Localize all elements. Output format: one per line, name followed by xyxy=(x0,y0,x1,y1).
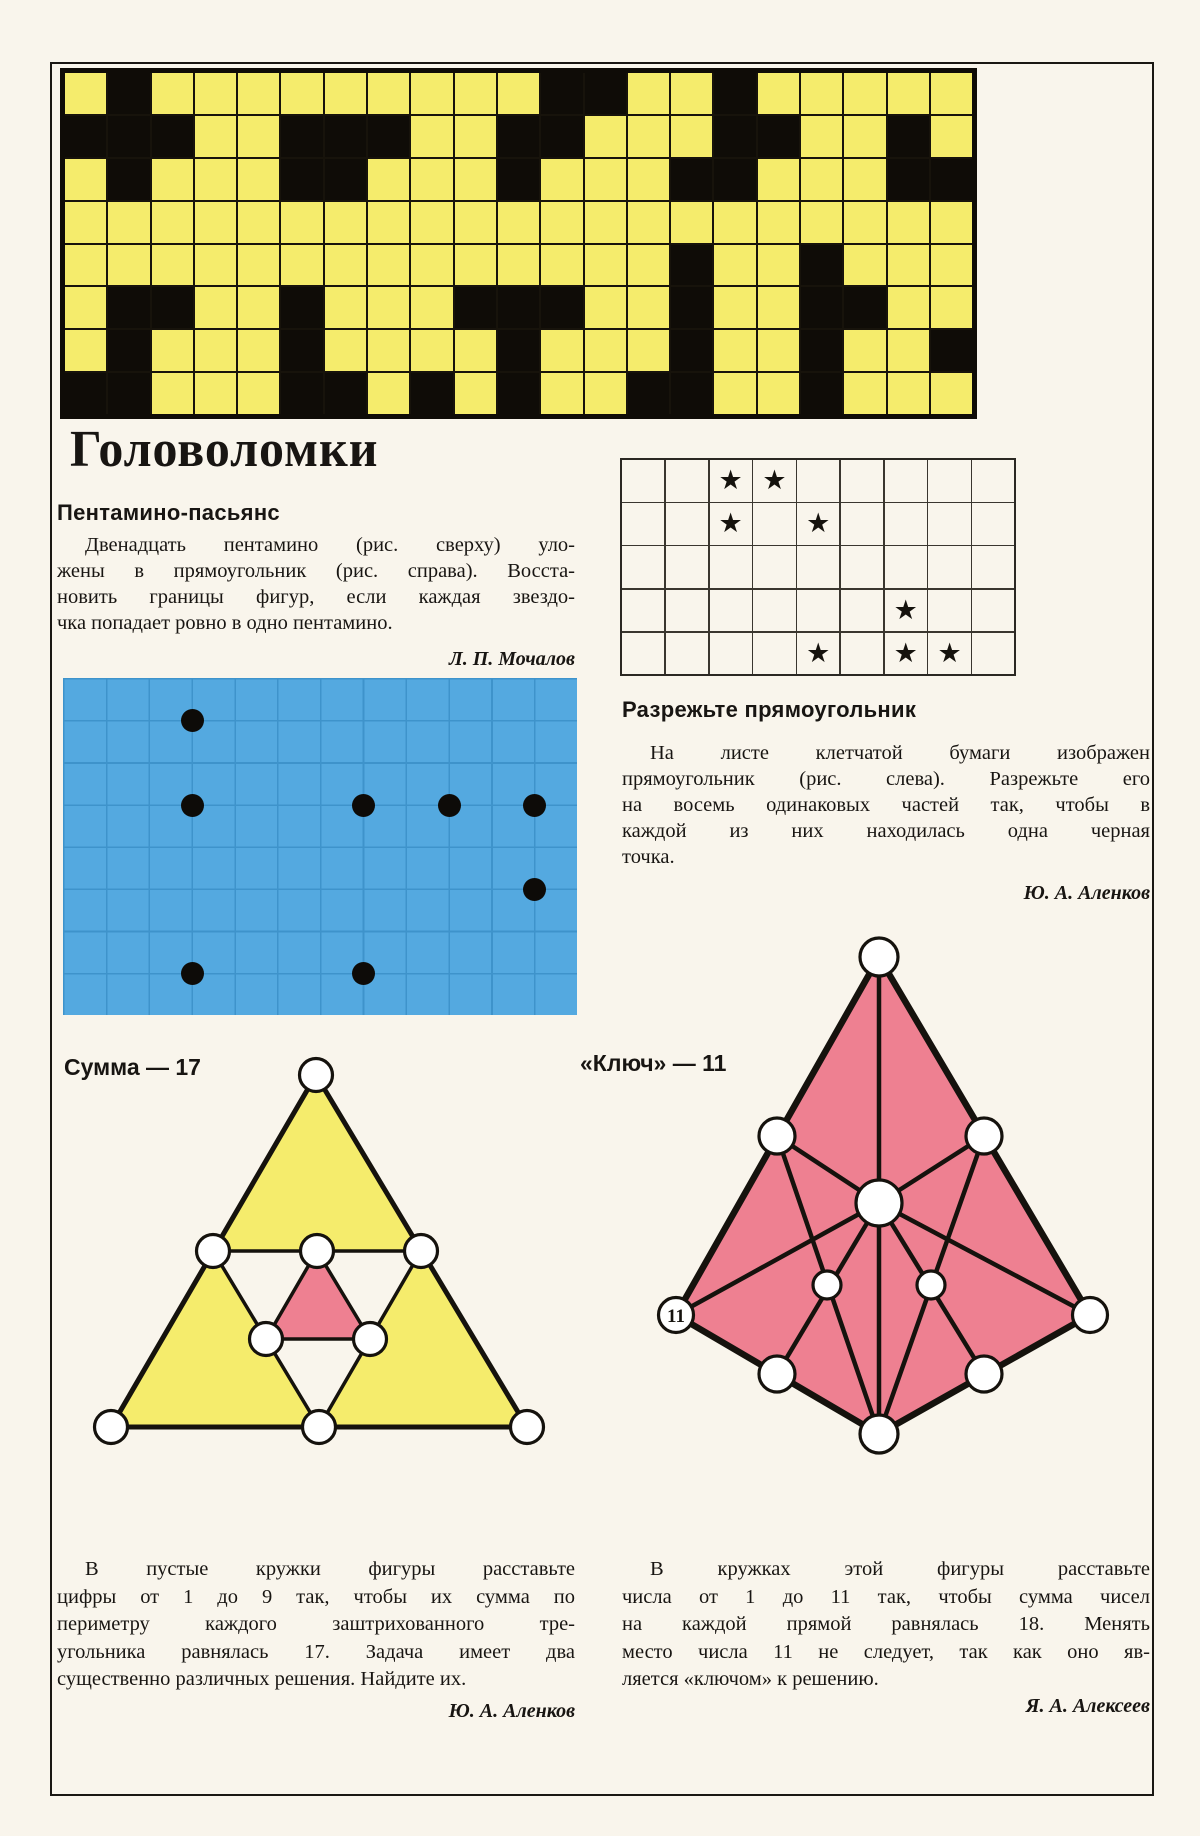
paragraph-line: прямоугольник (рис. слева). Разрежьте его xyxy=(622,768,1150,790)
yellow-cell xyxy=(628,73,669,114)
pentomino-signature: Л. П. Мочалов xyxy=(449,648,575,670)
yellow-cell xyxy=(801,73,842,114)
black-cell xyxy=(281,373,322,414)
yellow-cell xyxy=(498,202,539,243)
yellow-cell xyxy=(844,330,885,371)
yellow-cell xyxy=(368,373,409,414)
black-cell xyxy=(801,330,842,371)
yellow-cell xyxy=(541,245,582,286)
paragraph-line: существенно различных решения. Найдите их. xyxy=(57,1668,467,1690)
yellow-cell xyxy=(628,202,669,243)
star-grid-cell xyxy=(666,633,708,675)
yellow-cell xyxy=(281,73,322,114)
black-cell xyxy=(541,116,582,157)
star-grid-cell xyxy=(841,546,883,588)
black-cell xyxy=(108,330,149,371)
star-grid-cell xyxy=(753,633,795,675)
yellow-cell xyxy=(628,159,669,200)
yellow-cell xyxy=(628,116,669,157)
sum17-triangle-figure xyxy=(85,1048,555,1450)
black-cell xyxy=(281,287,322,328)
star-icon: ★ xyxy=(893,594,918,626)
star-grid-cell xyxy=(885,503,927,545)
black-cell xyxy=(108,73,149,114)
yellow-cell xyxy=(585,202,626,243)
yellow-cell xyxy=(585,245,626,286)
star-icon: ★ xyxy=(893,638,918,670)
circle-node xyxy=(301,1235,334,1268)
circle-node xyxy=(511,1411,544,1444)
yellow-cell xyxy=(714,245,755,286)
black-cell xyxy=(368,116,409,157)
star-grid-cell xyxy=(710,590,752,632)
paragraph-line: числа от 1 до 11 так, чтобы сумма чисел xyxy=(622,1585,1150,1608)
yellow-cell xyxy=(65,287,106,328)
yellow-cell xyxy=(238,287,279,328)
circle-node xyxy=(303,1411,336,1444)
paragraph-line: на восемь одинаковых частей так, чтобы в xyxy=(622,794,1150,816)
paragraph-line: В пустые кружки фигуры расставьте xyxy=(85,1558,575,1580)
black-cell xyxy=(152,116,193,157)
black-cell xyxy=(498,330,539,371)
star-grid-cell xyxy=(622,503,664,545)
yellow-cell xyxy=(152,373,193,414)
yellow-cell xyxy=(195,373,236,414)
star-grid-cell xyxy=(972,633,1014,675)
yellow-cell xyxy=(931,73,972,114)
star-grid-cell xyxy=(666,546,708,588)
black-cell xyxy=(498,287,539,328)
yellow-cell xyxy=(455,373,496,414)
star-grid-cell xyxy=(797,460,839,502)
black-cell xyxy=(498,116,539,157)
black-cell xyxy=(585,73,626,114)
yellow-cell xyxy=(325,330,366,371)
black-cell xyxy=(325,373,366,414)
yellow-cell xyxy=(195,287,236,328)
yellow-cell xyxy=(325,202,366,243)
yellow-cell xyxy=(714,373,755,414)
yellow-cell xyxy=(325,73,366,114)
yellow-cell xyxy=(714,202,755,243)
star-grid-cell xyxy=(710,503,752,545)
star-grid-cell xyxy=(710,633,752,675)
yellow-cell xyxy=(65,330,106,371)
yellow-cell xyxy=(498,245,539,286)
yellow-cell xyxy=(238,373,279,414)
blue-dotted-grid xyxy=(63,678,577,1015)
paragraph-line: чка попадает ровно в одно пентамино. xyxy=(57,612,393,634)
black-cell xyxy=(714,159,755,200)
yellow-cell xyxy=(411,73,452,114)
black-dot xyxy=(438,794,461,817)
yellow-cell xyxy=(844,202,885,243)
yellow-cell xyxy=(195,202,236,243)
black-cell xyxy=(281,116,322,157)
yellow-cell xyxy=(455,159,496,200)
star-grid-cell xyxy=(972,546,1014,588)
yellow-cell xyxy=(368,159,409,200)
circle-node xyxy=(860,1415,898,1453)
black-cell xyxy=(455,287,496,328)
star-grid-cell xyxy=(797,590,839,632)
yellow-cell xyxy=(368,202,409,243)
yellow-cell xyxy=(368,287,409,328)
black-cell xyxy=(152,287,193,328)
black-cell xyxy=(758,116,799,157)
yellow-cell xyxy=(671,116,712,157)
yellow-cell xyxy=(585,287,626,328)
black-cell xyxy=(671,287,712,328)
black-cell xyxy=(108,116,149,157)
yellow-cell xyxy=(195,330,236,371)
yellow-cell xyxy=(195,116,236,157)
star-icon: ★ xyxy=(806,508,831,540)
star-icon: ★ xyxy=(806,638,831,670)
yellow-cell xyxy=(888,330,929,371)
star-grid-cell xyxy=(841,590,883,632)
black-dot xyxy=(352,962,375,985)
star-grid-cell xyxy=(753,546,795,588)
black-cell xyxy=(888,159,929,200)
black-cell xyxy=(888,116,929,157)
star-grid-cell xyxy=(972,590,1014,632)
star-grid-cell xyxy=(666,503,708,545)
yellow-cell xyxy=(541,330,582,371)
black-cell xyxy=(65,116,106,157)
star-grid-cell xyxy=(928,460,970,502)
star-grid-cell xyxy=(972,460,1014,502)
yellow-cell xyxy=(844,159,885,200)
circle-node xyxy=(197,1235,230,1268)
star-grid-cell xyxy=(753,460,795,502)
pentomino-heading: Пентамино-пасьянс xyxy=(57,500,280,525)
yellow-cell xyxy=(411,287,452,328)
star-grid-cell xyxy=(885,590,927,632)
black-cell xyxy=(411,373,452,414)
yellow-cell xyxy=(585,373,626,414)
paragraph-line: угольника равнялась 17. Задача имеет два xyxy=(57,1640,575,1663)
pentomino-paragraph xyxy=(57,532,575,636)
yellow-cell xyxy=(888,202,929,243)
yellow-cell xyxy=(195,245,236,286)
black-dot xyxy=(181,709,204,732)
star-grid-cell xyxy=(797,503,839,545)
yellow-cell xyxy=(455,116,496,157)
key-figure-label: «Ключ» — 11 xyxy=(580,1050,727,1076)
sum-paragraph xyxy=(57,1556,575,1694)
star-grid-cell xyxy=(797,633,839,675)
circle-node xyxy=(966,1356,1002,1392)
paragraph-line: на каждой прямой равнялась 18. Менять xyxy=(622,1613,1150,1635)
circle-node xyxy=(759,1118,795,1154)
paragraph-line: На листе клетчатой бумаги изображен xyxy=(650,742,1150,764)
paragraph-line: место числа 11 не следует, так как оно яв- xyxy=(622,1640,1150,1663)
star-grid xyxy=(620,458,1016,676)
yellow-cell xyxy=(585,159,626,200)
black-cell xyxy=(498,373,539,414)
black-cell xyxy=(541,287,582,328)
yellow-cell xyxy=(541,202,582,243)
black-dot xyxy=(181,962,204,985)
paragraph-line: новить границы фигур, если каждая звездо- xyxy=(57,586,575,608)
yellow-cell xyxy=(888,245,929,286)
yellow-cell xyxy=(714,287,755,328)
yellow-cell xyxy=(498,73,539,114)
yellow-cell xyxy=(411,330,452,371)
yellow-cell xyxy=(238,202,279,243)
yellow-cell xyxy=(152,245,193,286)
star-grid-cell xyxy=(928,503,970,545)
star-icon: ★ xyxy=(937,638,962,670)
yellow-cell xyxy=(931,287,972,328)
black-cell xyxy=(801,373,842,414)
yellow-cell xyxy=(758,159,799,200)
circle-node xyxy=(917,1271,945,1299)
yellow-cell xyxy=(195,73,236,114)
yellow-cell xyxy=(888,373,929,414)
star-grid-cell xyxy=(622,546,664,588)
circle-node xyxy=(856,1180,902,1226)
yellow-cell xyxy=(628,330,669,371)
circle-node xyxy=(759,1356,795,1392)
yellow-cell xyxy=(65,202,106,243)
yellow-cell xyxy=(411,202,452,243)
yellow-cell xyxy=(931,245,972,286)
black-cell xyxy=(108,373,149,414)
sum-signature: Ю. А. Аленков xyxy=(448,1700,575,1722)
yellow-cell xyxy=(931,373,972,414)
black-cell xyxy=(801,287,842,328)
yellow-cell xyxy=(108,202,149,243)
yellow-cell xyxy=(368,330,409,371)
star-grid-cell xyxy=(885,546,927,588)
circle-node xyxy=(95,1411,128,1444)
black-cell xyxy=(844,287,885,328)
yellow-cell xyxy=(411,159,452,200)
star-icon: ★ xyxy=(762,465,787,497)
key-signature: Я. А. Алексеев xyxy=(1025,1695,1150,1717)
star-grid-cell xyxy=(972,503,1014,545)
black-cell xyxy=(671,330,712,371)
sum-figure-label: Сумма — 17 xyxy=(64,1054,201,1080)
star-grid-cell xyxy=(885,633,927,675)
yellow-cell xyxy=(65,73,106,114)
key11-figure xyxy=(630,930,1140,1460)
yellow-cell xyxy=(541,159,582,200)
circle-node xyxy=(966,1118,1002,1154)
yellow-cell xyxy=(888,287,929,328)
star-icon: ★ xyxy=(718,465,743,497)
black-cell xyxy=(671,159,712,200)
yellow-cell xyxy=(801,116,842,157)
circle-node xyxy=(300,1059,333,1092)
yellow-cell xyxy=(628,287,669,328)
yellow-cell xyxy=(411,245,452,286)
cut-rectangle-paragraph xyxy=(622,740,1150,870)
star-grid-cell xyxy=(710,546,752,588)
yellow-cell xyxy=(758,245,799,286)
black-dot xyxy=(352,794,375,817)
star-icon: ★ xyxy=(718,508,743,540)
yellow-cell xyxy=(238,245,279,286)
yellow-cell xyxy=(585,116,626,157)
black-cell xyxy=(325,116,366,157)
black-dot xyxy=(181,794,204,817)
black-cell xyxy=(628,373,669,414)
pentomino-rectangle-grid xyxy=(60,68,977,419)
black-cell xyxy=(281,159,322,200)
yellow-cell xyxy=(281,202,322,243)
star-grid-cell xyxy=(841,503,883,545)
star-grid-cell xyxy=(928,546,970,588)
paragraph-line: периметру каждого заштрихованного тре- xyxy=(57,1613,575,1635)
star-grid-cell xyxy=(622,590,664,632)
black-cell xyxy=(714,73,755,114)
page-title: Головоломки xyxy=(70,421,379,478)
star-grid-cell xyxy=(928,633,970,675)
yellow-cell xyxy=(758,287,799,328)
star-grid-cell xyxy=(710,460,752,502)
yellow-cell xyxy=(758,330,799,371)
star-grid-cell xyxy=(928,590,970,632)
circle-node xyxy=(354,1323,387,1356)
star-grid-cell xyxy=(885,460,927,502)
yellow-cell xyxy=(238,73,279,114)
paragraph-line: Двенадцать пентамино (рис. сверху) уло- xyxy=(85,534,575,556)
yellow-cell xyxy=(758,202,799,243)
yellow-cell xyxy=(758,73,799,114)
key-number: 11 xyxy=(667,1306,685,1327)
yellow-cell xyxy=(801,159,842,200)
yellow-cell xyxy=(325,287,366,328)
yellow-cell xyxy=(888,73,929,114)
paragraph-line: ляется «ключом» к решению. xyxy=(622,1668,879,1690)
black-cell xyxy=(801,245,842,286)
black-dot xyxy=(523,878,546,901)
yellow-cell xyxy=(585,330,626,371)
yellow-cell xyxy=(455,245,496,286)
yellow-cell xyxy=(931,116,972,157)
yellow-cell xyxy=(455,330,496,371)
star-grid-cell xyxy=(841,633,883,675)
star-grid-cell xyxy=(666,460,708,502)
yellow-cell xyxy=(455,73,496,114)
star-grid-cell xyxy=(753,590,795,632)
yellow-cell xyxy=(108,245,149,286)
paragraph-line: цифры от 1 до 9 так, чтобы их сумма по xyxy=(57,1585,575,1608)
star-grid-cell xyxy=(622,460,664,502)
yellow-cell xyxy=(758,373,799,414)
yellow-cell xyxy=(844,73,885,114)
black-cell xyxy=(325,159,366,200)
yellow-cell xyxy=(541,373,582,414)
yellow-cell xyxy=(368,73,409,114)
cut-rectangle-heading: Разрежьте прямоугольник xyxy=(622,697,917,722)
black-cell xyxy=(714,116,755,157)
yellow-cell xyxy=(65,245,106,286)
circle-node xyxy=(250,1323,283,1356)
circle-node xyxy=(813,1271,841,1299)
black-cell xyxy=(498,159,539,200)
black-dot xyxy=(523,794,546,817)
black-cell xyxy=(281,330,322,371)
star-grid-cell xyxy=(797,546,839,588)
yellow-cell xyxy=(411,116,452,157)
star-grid-cell xyxy=(841,460,883,502)
circle-node xyxy=(860,938,898,976)
yellow-cell xyxy=(152,330,193,371)
star-grid-cell xyxy=(666,590,708,632)
cut-rectangle-signature: Ю. А. Аленков xyxy=(1023,882,1150,904)
black-cell xyxy=(671,373,712,414)
yellow-cell xyxy=(844,373,885,414)
yellow-cell xyxy=(628,245,669,286)
star-grid-cell xyxy=(622,633,664,675)
black-cell xyxy=(931,330,972,371)
black-cell xyxy=(541,73,582,114)
yellow-cell xyxy=(844,116,885,157)
yellow-cell xyxy=(455,202,496,243)
paragraph-line: каждой из них находилась одна черная xyxy=(622,820,1150,842)
yellow-cell xyxy=(714,330,755,371)
black-cell xyxy=(65,373,106,414)
yellow-cell xyxy=(238,330,279,371)
paragraph-line: жены в прямоугольник (рис. справа). Восста- xyxy=(57,560,575,582)
yellow-cell xyxy=(238,116,279,157)
yellow-cell xyxy=(325,245,366,286)
black-cell xyxy=(108,287,149,328)
paragraph-line: точка. xyxy=(622,846,675,868)
black-cell xyxy=(671,245,712,286)
black-cell xyxy=(931,159,972,200)
yellow-cell xyxy=(671,202,712,243)
yellow-cell xyxy=(152,73,193,114)
yellow-cell xyxy=(152,159,193,200)
key-paragraph xyxy=(622,1556,1150,1694)
star-grid-cell xyxy=(753,503,795,545)
yellow-cell xyxy=(152,202,193,243)
circle-node xyxy=(1073,1298,1108,1333)
circle-node xyxy=(405,1235,438,1268)
yellow-cell xyxy=(844,245,885,286)
yellow-cell xyxy=(801,202,842,243)
yellow-cell xyxy=(281,245,322,286)
yellow-cell xyxy=(195,159,236,200)
yellow-cell xyxy=(671,73,712,114)
yellow-cell xyxy=(238,159,279,200)
black-cell xyxy=(108,159,149,200)
yellow-cell xyxy=(65,159,106,200)
yellow-cell xyxy=(931,202,972,243)
yellow-cell xyxy=(368,245,409,286)
paragraph-line: В кружках этой фигуры расставьте xyxy=(650,1558,1150,1580)
